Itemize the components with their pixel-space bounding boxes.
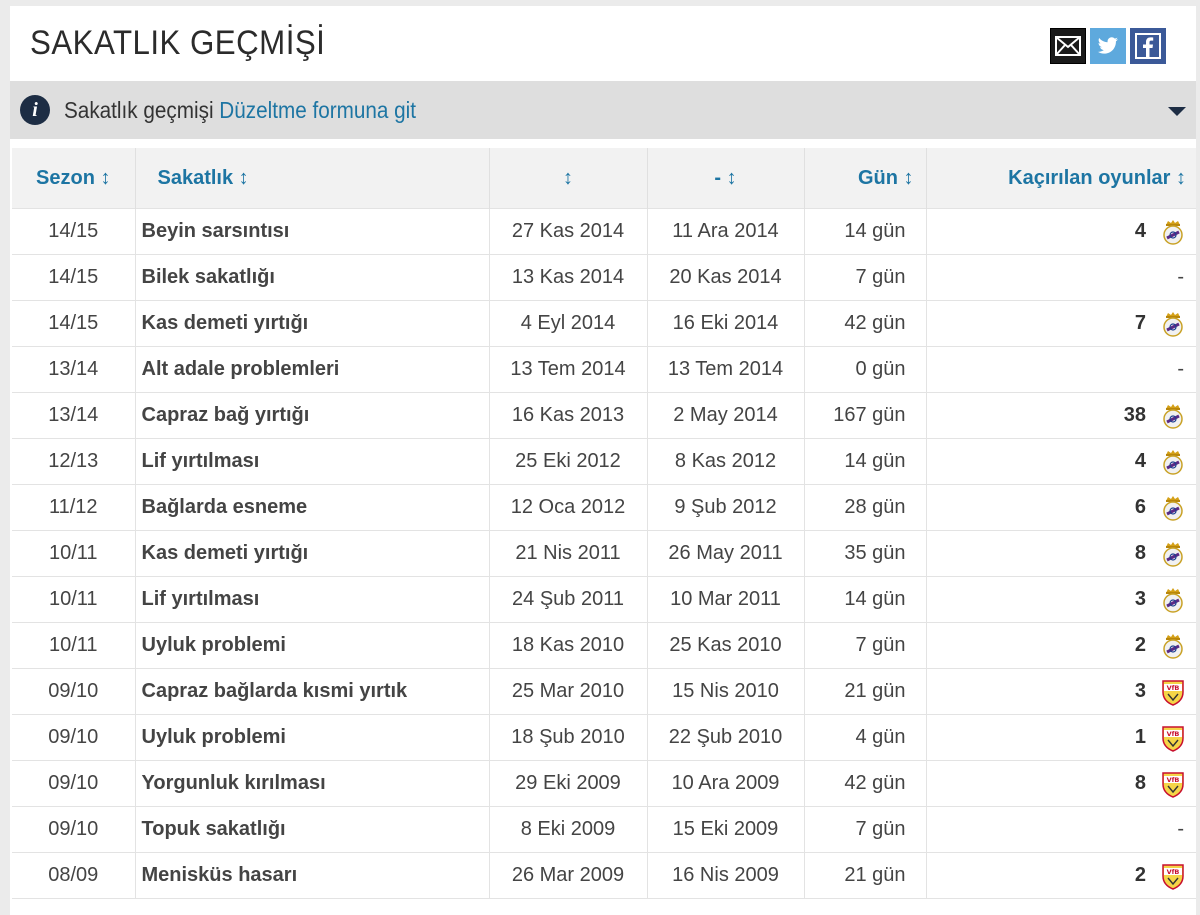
- until-date-cell: 10 Ara 2009: [647, 761, 804, 807]
- missed-games-cell: [926, 807, 1196, 853]
- real-madrid-crest-icon[interactable]: [1162, 494, 1184, 522]
- injury-cell: Beyin sarsıntısı: [135, 209, 489, 255]
- missed-games-wrap: [1135, 770, 1184, 798]
- missed-games-wrap: [1135, 724, 1184, 752]
- season-cell: 10/11: [12, 577, 135, 623]
- table-row: [12, 669, 1196, 715]
- table-row: [12, 807, 1196, 853]
- column-header-from[interactable]: ↕: [489, 148, 647, 209]
- table-row: [12, 209, 1196, 255]
- real-madrid-crest-icon[interactable]: [1162, 632, 1184, 660]
- real-madrid-crest-icon[interactable]: [1162, 540, 1184, 568]
- missed-games-cell: [926, 761, 1196, 807]
- svg-text:VfB: VfB: [1166, 775, 1180, 784]
- missed-games-cell: [926, 301, 1196, 347]
- injury-cell: Menisküs hasarı: [135, 853, 489, 899]
- correction-form-link[interactable]: Düzeltme formuna git: [219, 96, 417, 123]
- until-date-cell: 8 Kas 2012: [647, 439, 804, 485]
- missed-games-cell: [926, 577, 1196, 623]
- until-date-cell: 22 Şub 2010: [647, 715, 804, 761]
- facebook-share-button[interactable]: [1130, 28, 1166, 64]
- missed-games-cell: [926, 439, 1196, 485]
- days-cell: 14 gün: [804, 577, 926, 623]
- from-date-cell: 13 Kas 2014: [489, 255, 647, 301]
- missed-games-count: 1: [1134, 726, 1146, 748]
- missed-games-count: 8: [1134, 772, 1146, 794]
- days-cell: 167 gün: [804, 393, 926, 439]
- missed-games-wrap: [1135, 448, 1184, 476]
- days-cell: 7 gün: [804, 623, 926, 669]
- from-date-cell: 13 Tem 2014: [489, 347, 647, 393]
- missed-games-wrap: [1135, 586, 1184, 614]
- twitter-share-button[interactable]: [1090, 28, 1126, 64]
- chevron-down-icon[interactable]: [1168, 107, 1186, 116]
- until-date-cell: 9 Şub 2012: [647, 485, 804, 531]
- injury-cell: Bilek sakatlığı: [135, 255, 489, 301]
- injury-cell: Uyluk problemi: [135, 715, 489, 761]
- from-date-cell: 21 Nis 2011: [489, 531, 647, 577]
- svg-text:VfB: VfB: [1166, 867, 1180, 876]
- real-madrid-crest-icon[interactable]: [1162, 448, 1184, 476]
- email-share-button[interactable]: [1050, 28, 1086, 64]
- days-cell: 28 gün: [804, 485, 926, 531]
- missed-games-cell: [926, 623, 1196, 669]
- missed-games-cell: [926, 393, 1196, 439]
- days-cell: 14 gün: [804, 209, 926, 255]
- real-madrid-crest-icon[interactable]: [1162, 586, 1184, 614]
- missed-games-wrap: [1177, 358, 1184, 381]
- until-date-cell: 15 Eki 2009: [647, 807, 804, 853]
- season-cell: 14/15: [12, 255, 135, 301]
- info-label: Sakatlık geçmişi: [64, 96, 214, 123]
- injury-cell: Kas demeti yırtığı: [135, 301, 489, 347]
- page-title: SAKATLIK GEÇMİŞİ: [30, 24, 326, 62]
- facebook-icon: [1135, 33, 1161, 59]
- missed-games-count: 4: [1134, 450, 1146, 472]
- missed-games-cell: [926, 531, 1196, 577]
- real-madrid-crest-icon[interactable]: [1162, 218, 1184, 246]
- missed-games-count: -: [1177, 358, 1184, 380]
- column-header-injury[interactable]: Sakatlık ↕: [135, 148, 489, 209]
- table-row: [12, 715, 1196, 761]
- missed-games-wrap: [1135, 218, 1184, 246]
- days-cell: 7 gün: [804, 807, 926, 853]
- days-cell: 42 gün: [804, 761, 926, 807]
- from-date-cell: 16 Kas 2013: [489, 393, 647, 439]
- table-row: [12, 761, 1196, 807]
- missed-games-cell: [926, 255, 1196, 301]
- column-header-season[interactable]: Sezon ↕: [12, 148, 135, 209]
- days-cell: 42 gün: [804, 301, 926, 347]
- season-cell: 09/10: [12, 715, 135, 761]
- missed-games-count: 8: [1134, 542, 1146, 564]
- missed-games-wrap: [1135, 540, 1184, 568]
- vfb-stuttgart-crest-icon[interactable]: [1162, 724, 1184, 752]
- injury-cell: Bağlarda esneme: [135, 485, 489, 531]
- from-date-cell: 27 Kas 2014: [489, 209, 647, 255]
- missed-games-wrap: [1135, 310, 1184, 338]
- column-header-until[interactable]: - ↕: [647, 148, 804, 209]
- injury-cell: Lif yırtılması: [135, 439, 489, 485]
- missed-games-cell: [926, 853, 1196, 899]
- vfb-stuttgart-crest-icon[interactable]: [1162, 678, 1184, 706]
- season-cell: 14/15: [12, 301, 135, 347]
- missed-games-count: 6: [1134, 496, 1146, 518]
- days-cell: 7 gün: [804, 255, 926, 301]
- missed-games-count: 7: [1134, 312, 1146, 334]
- from-date-cell: 12 Oca 2012: [489, 485, 647, 531]
- missed-games-wrap: [1135, 494, 1184, 522]
- missed-games-count: -: [1177, 818, 1184, 840]
- season-cell: 10/11: [12, 623, 135, 669]
- missed-games-count: 3: [1134, 680, 1146, 702]
- from-date-cell: 8 Eki 2009: [489, 807, 647, 853]
- info-text: [64, 97, 416, 124]
- injury-cell: Alt adale problemleri: [135, 347, 489, 393]
- missed-games-count: -: [1177, 266, 1184, 288]
- injury-cell: Topuk sakatlığı: [135, 807, 489, 853]
- table-row: [12, 485, 1196, 531]
- until-date-cell: 26 May 2011: [647, 531, 804, 577]
- from-date-cell: 26 Mar 2009: [489, 853, 647, 899]
- real-madrid-crest-icon[interactable]: [1162, 310, 1184, 338]
- injury-table: [12, 148, 1196, 899]
- season-cell: 14/15: [12, 209, 135, 255]
- missed-games-cell: [926, 209, 1196, 255]
- days-cell: 21 gün: [804, 669, 926, 715]
- missed-games-cell: [926, 485, 1196, 531]
- missed-games-count: 4: [1134, 220, 1146, 242]
- until-date-cell: 16 Nis 2009: [647, 853, 804, 899]
- missed-games-cell: [926, 669, 1196, 715]
- svg-text:VfB: VfB: [1166, 683, 1180, 692]
- table-row: [12, 853, 1196, 899]
- table-row: [12, 347, 1196, 393]
- missed-games-count: 3: [1134, 588, 1146, 610]
- table-row: [12, 393, 1196, 439]
- season-cell: 09/10: [12, 807, 135, 853]
- until-date-cell: 2 May 2014: [647, 393, 804, 439]
- until-date-cell: 15 Nis 2010: [647, 669, 804, 715]
- table-row: [12, 531, 1196, 577]
- column-header-missed-games[interactable]: Kaçırılan oyunlar ↕: [926, 148, 1196, 209]
- days-cell: 4 gün: [804, 715, 926, 761]
- days-cell: 14 gün: [804, 439, 926, 485]
- season-cell: 13/14: [12, 393, 135, 439]
- from-date-cell: 24 Şub 2011: [489, 577, 647, 623]
- season-cell: 10/11: [12, 531, 135, 577]
- missed-games-wrap: [1177, 818, 1184, 841]
- table-row: [12, 623, 1196, 669]
- table-row: [12, 255, 1196, 301]
- until-date-cell: 16 Eki 2014: [647, 301, 804, 347]
- missed-games-wrap: [1177, 266, 1184, 289]
- info-icon: i: [20, 95, 50, 125]
- until-date-cell: 13 Tem 2014: [647, 347, 804, 393]
- from-date-cell: 18 Şub 2010: [489, 715, 647, 761]
- column-header-days[interactable]: Gün ↕: [804, 148, 926, 209]
- season-cell: 08/09: [12, 853, 135, 899]
- missed-games-count: 2: [1134, 864, 1146, 886]
- table-row: [12, 439, 1196, 485]
- until-date-cell: 20 Kas 2014: [647, 255, 804, 301]
- season-cell: 09/10: [12, 669, 135, 715]
- season-cell: 13/14: [12, 347, 135, 393]
- missed-games-count: 2: [1134, 634, 1146, 656]
- days-cell: 0 gün: [804, 347, 926, 393]
- from-date-cell: 29 Eki 2009: [489, 761, 647, 807]
- vfb-stuttgart-crest-icon[interactable]: [1162, 770, 1184, 798]
- from-date-cell: 25 Mar 2010: [489, 669, 647, 715]
- missed-games-wrap: [1135, 862, 1184, 890]
- table-row: [12, 301, 1196, 347]
- missed-games-wrap: [1135, 678, 1184, 706]
- svg-text:VfB: VfB: [1166, 729, 1180, 738]
- vfb-stuttgart-crest-icon[interactable]: [1162, 862, 1184, 890]
- real-madrid-crest-icon[interactable]: [1162, 402, 1184, 430]
- missed-games-cell: [926, 715, 1196, 761]
- until-date-cell: 10 Mar 2011: [647, 577, 804, 623]
- season-cell: 11/12: [12, 485, 135, 531]
- days-cell: 21 gün: [804, 853, 926, 899]
- panel-header: [10, 6, 1196, 81]
- injury-cell: Capraz bağlarda kısmi yırtık: [135, 669, 489, 715]
- injury-cell: Yorgunluk kırılması: [135, 761, 489, 807]
- from-date-cell: 4 Eyl 2014: [489, 301, 647, 347]
- table-header-row: [12, 148, 1196, 209]
- season-cell: 12/13: [12, 439, 135, 485]
- injury-cell: Uyluk problemi: [135, 623, 489, 669]
- table-row: [12, 577, 1196, 623]
- injury-cell: Lif yırtılması: [135, 577, 489, 623]
- days-cell: 35 gün: [804, 531, 926, 577]
- envelope-icon: [1055, 36, 1081, 56]
- until-date-cell: 25 Kas 2010: [647, 623, 804, 669]
- until-date-cell: 11 Ara 2014: [647, 209, 804, 255]
- injury-cell: Kas demeti yırtığı: [135, 531, 489, 577]
- injury-history-panel: [10, 6, 1196, 915]
- missed-games-wrap: [1124, 402, 1184, 430]
- missed-games-count: 38: [1123, 404, 1146, 426]
- injury-cell: Capraz bağ yırtığı: [135, 393, 489, 439]
- from-date-cell: 25 Eki 2012: [489, 439, 647, 485]
- share-buttons: [1046, 28, 1166, 64]
- missed-games-wrap: [1135, 632, 1184, 660]
- missed-games-cell: [926, 347, 1196, 393]
- info-bar: [10, 81, 1196, 139]
- from-date-cell: 18 Kas 2010: [489, 623, 647, 669]
- twitter-icon: [1097, 37, 1119, 55]
- season-cell: 09/10: [12, 761, 135, 807]
